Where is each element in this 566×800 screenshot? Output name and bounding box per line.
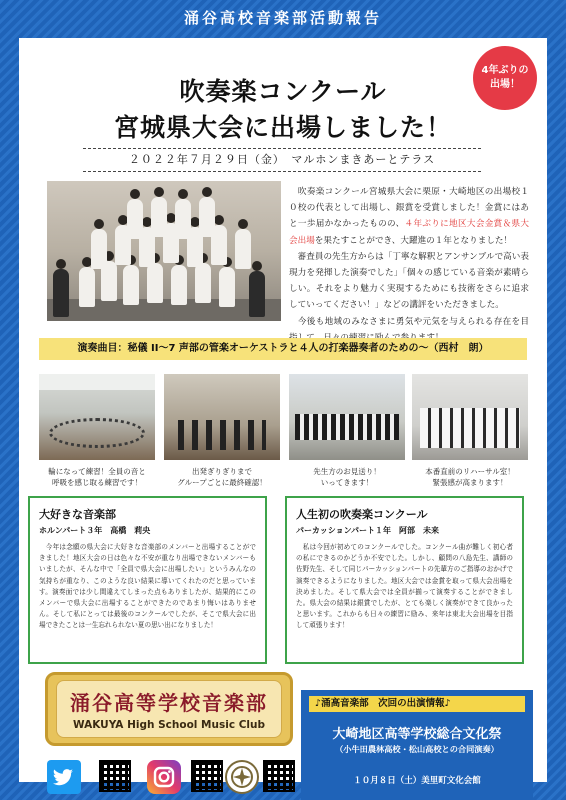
photo-person (219, 267, 235, 307)
next-event-heading: ♪涌高音楽部 次回の出演情報♪ (309, 696, 525, 712)
article-text: を果たすことができ、大躍進の１年となりました！ (314, 235, 513, 246)
photo-caption-1 (39, 466, 155, 488)
caption-line: 緊張感が高まります！ (432, 478, 508, 487)
card-title: 人生初の吹奏楽コンクール (296, 508, 428, 521)
photo-circle-players (49, 418, 145, 448)
photo-caption-4 (412, 466, 528, 488)
school-emblem-icon[interactable] (225, 760, 259, 794)
badge-line-2: 出場！ (490, 79, 520, 90)
club-logo-japanese: 涌谷高等学校音楽部 (70, 691, 268, 715)
sendoff-photo (289, 374, 405, 460)
caption-line: 出発ぎりぎりまで (192, 467, 252, 476)
event-date-venue: ２０２２年７月２９日（金） マルホンまきあーとテラス (83, 148, 481, 172)
article-highlight: ４年ぶりに地区大会金賞＆県大会出場 (289, 219, 529, 246)
caption-line: いってきます！ (320, 478, 374, 487)
photo-person (127, 199, 143, 239)
card-author: ホルンパート３年 高橋 莉央 (39, 526, 151, 535)
photo-person (175, 199, 191, 239)
photo-ceiling (39, 374, 155, 390)
photo-caption-3 (289, 466, 405, 488)
caption-line: 輪になって練習！全員の音と (48, 467, 146, 476)
photo-person (91, 229, 107, 269)
social-links (47, 760, 287, 800)
article-paragraph-3: 今後も地域のみなさまに勇気や元気を与えられる存在を目 (297, 316, 529, 327)
photo-person (151, 197, 167, 237)
school-qr-code (263, 760, 295, 792)
card-text: 私は今回が初めてのコンクールでした。コンクール曲が難しく初心者の私にできるのかどうか不安でした。しかし、顧問の八島先生、講師の佐野先生、そして同じパーカッションパートの先輩方のご指導のおかげで演奏できるようになりました。地区大会では金賞を取って県大会出場を決めました。そして県大会では全員が揃って演奏することができました。県大会の結果は銀賞でしたが、とても楽しく演奏ができて良かったと思います。これからも日々の練習に励み、来年は東北大会出場を目指して頑張ります！ (296, 543, 513, 630)
twitter-icon[interactable] (47, 760, 81, 794)
card-text: 今年は念願の県大会に大好きな音楽部のメンバーと出場することができました！地区大会の日は色々な不安が重なり出場できないメンバーもいましたが、そんな中で「全員で県大会に出場したい」というみんなの気持ちが重なり、このような良い結果に導いてくれたのだと思っています。演奏面では少し間違えてしまった点もありましたが、結果的にこのメンバーで県大会に出場することができたのであまり悔いはありません。そして私にとっては最後のコンクールでしたが、そこで県大会に出場できたことは一生忘れられない夏の思い出になりました！ (39, 543, 256, 630)
photo-person (53, 269, 69, 317)
header-banner: 涌谷高校音楽部活動報告 (183, 9, 382, 27)
club-logo-english: WAKUYA High School Music Club (72, 719, 266, 731)
caption-line: 本番直前のリハーサル室！ (425, 467, 515, 476)
photo-person (195, 263, 211, 303)
next-event-box (301, 690, 533, 800)
photo-person (147, 263, 163, 303)
headline-line-1: 吹奏楽コンクール (179, 77, 387, 106)
article-text: 吹奏楽コンクール宮城県大会に栗原・大崎地区の出場校１０校の代表として出場し、銀賞を受賞しました！金賞にはあと一歩届かなかったものの、 (289, 187, 529, 230)
photo-person (79, 267, 95, 307)
photo-crowd (295, 414, 399, 440)
photo-music-stands (178, 420, 266, 450)
member-comment-card-2 (285, 496, 524, 664)
performance-piece: 演奏曲目：秘儀 II～7 声部の管楽オーケストラと４人の打楽器奏者のための～（西村 朗） (39, 338, 527, 360)
caption-line: グループごとに最終確認！ (177, 478, 267, 487)
rehearsal-room-photo (412, 374, 528, 460)
photo-person (199, 197, 215, 237)
instagram-icon[interactable] (147, 760, 181, 794)
instagram-qr-code (191, 760, 223, 792)
next-event-subtitle: （小牛田農林高校・松山高校との合同演奏） (335, 744, 499, 754)
badge-line-1: 4年ぶりの (481, 65, 529, 76)
article-body (289, 184, 529, 346)
rehearsal-photo-1 (39, 374, 155, 460)
photo-players (420, 408, 520, 448)
rehearsal-photo-2 (164, 374, 280, 460)
caption-line: 呼吸を感じ取る練習です！ (52, 478, 142, 487)
card-title: 大好きな音楽部 (39, 508, 116, 521)
photo-person (171, 265, 187, 305)
member-comment-card-1 (28, 496, 267, 664)
photo-person (123, 265, 139, 305)
article-paragraph-1 (289, 184, 529, 249)
photo-person (249, 271, 265, 317)
card-author: パーカッションパート１年 阿部 未来 (296, 526, 440, 535)
headline-line-2: 宮城県大会に出場しました！ (113, 113, 452, 142)
caption-line: 先生方のお見送り！ (313, 467, 381, 476)
club-logo (45, 672, 293, 746)
newsletter-page (19, 38, 547, 786)
next-event-name: 大崎地区高等学校総合文化祭 (332, 727, 502, 742)
group-photo (47, 181, 281, 321)
article-paragraph-2: 審査員の先生方からは「丁寧な解釈とアンサンブルで高い表現力を発揮した演奏でした」「個々の感じている音楽が素晴らしい。それをより魅力く実現するためにも技術をさらに追求していってください！」などの講評をいただきました。 (289, 251, 529, 311)
photo-person (235, 229, 251, 269)
next-event-datetime: １０月８日（土）美里町文化会館 (353, 776, 481, 786)
photo-caption-2 (164, 466, 280, 488)
twitter-qr-code (99, 760, 131, 792)
club-logo-plate (56, 680, 282, 738)
